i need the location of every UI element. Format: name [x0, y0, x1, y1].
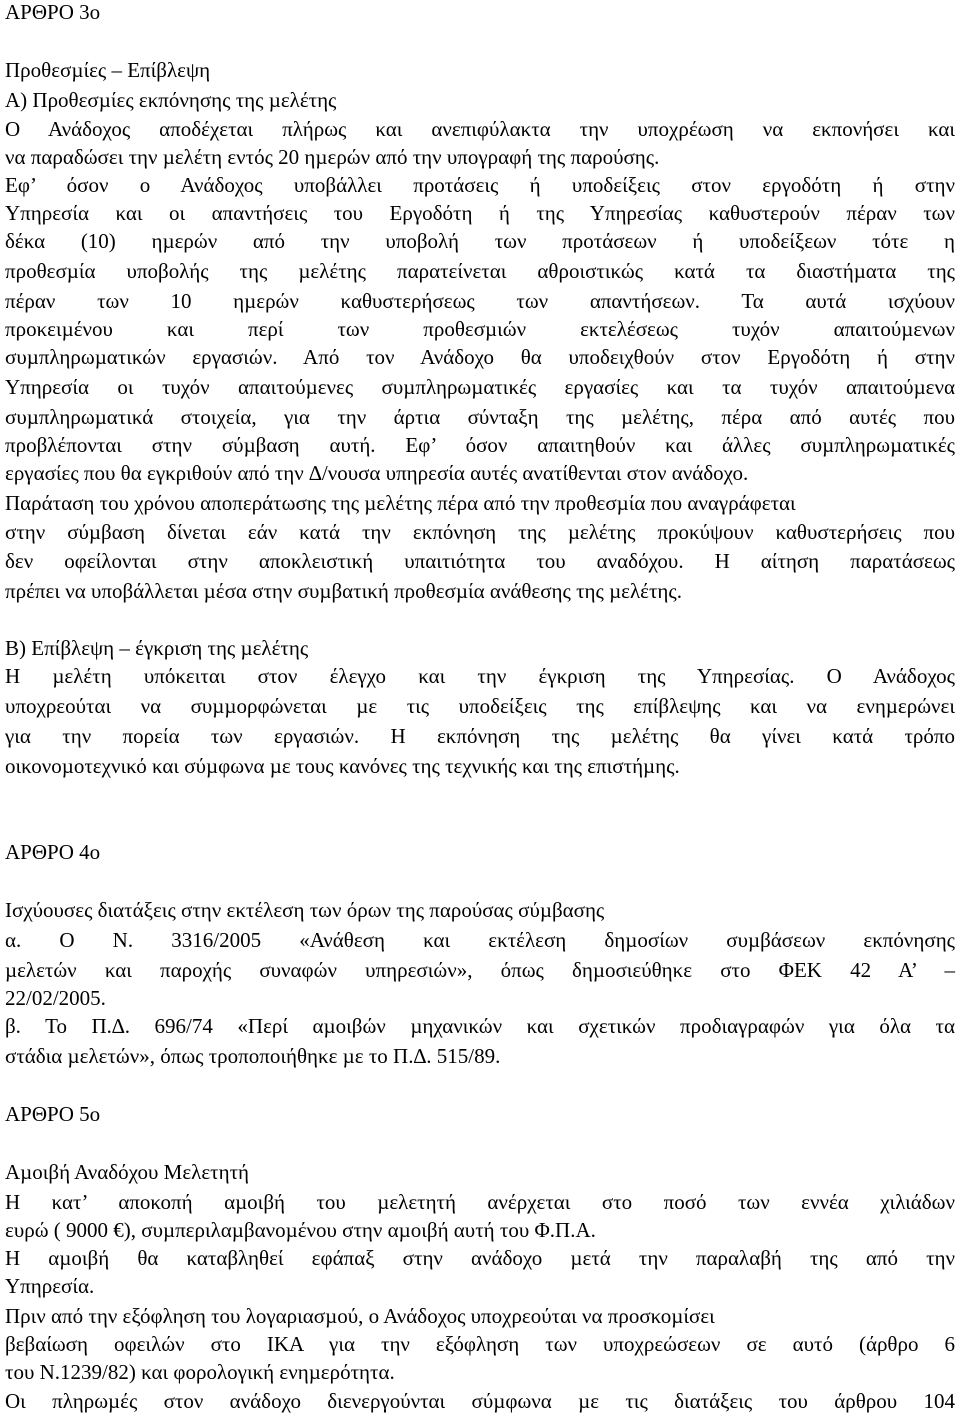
article-5-subtitle: Αµοιβή Αναδόχου Μελετητή: [5, 1160, 250, 1184]
paragraph-line: Η κατ’ αποκοπή αµοιβή του µελετητή ανέρχεται στο ποσό των εννέα χιλιάδων: [5, 1190, 955, 1214]
paragraph-line: ευρώ ( 9000 €), συµπεριλαµβανοµένου στην αµοιβή αυτή του Φ.Π.Α.: [5, 1218, 596, 1242]
section-b-title: Β) Επίβλεψη – έγκριση της µελέτης: [5, 636, 309, 660]
article-3-subtitle: Προθεσµίες – Επίβλεψη: [5, 58, 211, 82]
paragraph-line: υποχρεούται να συµµορφώνεται µε τις υποδείξεις της επίβλεψης και να ενηµερώνει: [5, 694, 955, 718]
paragraph-line: να παραδώσει την µελέτη εντός 20 ηµερών από την υπογραφή της παρούσης.: [5, 145, 660, 169]
paragraph-line: Εφ’ όσον ο Ανάδοχος υποβάλλει προτάσεις ή υποδείξεις στον εργοδότη ή στην: [5, 173, 955, 197]
paragraph-line: προβλέπονται στην σύµβαση αυτή. Εφ’ όσον απαιτηθούν και άλλες συµπληρωµατικές: [5, 433, 955, 457]
section-a-title: Α) Προθεσµίες εκπόνησης της µελέτης: [5, 88, 337, 112]
paragraph-line: στην σύµβαση δίνεται εάν κατά την εκπόνηση της µελέτης προκύψουν καθυστερήσεις που: [5, 520, 955, 544]
list-item: β. Το Π.∆. 696/74 «Περί αµοιβών µηχανικών και σχετικών προδιαγραφών για όλα τα: [5, 1014, 955, 1038]
paragraph-line: Υπηρεσία οι τυχόν απαιτούµενες συµπληρωµατικές εργασίες και τα τυχόν απαιτούµενα: [5, 375, 955, 399]
paragraph-line: προθεσµία υποβολής της µελέτης παρατείνεται αθροιστικώς κατά τα διαστήµατα της: [5, 259, 955, 283]
paragraph-line: Οι πληρωµές στον ανάδοχο διενεργούνται σύµφωνα µε τις διατάξεις του άρθρου 104: [5, 1389, 955, 1413]
paragraph-line: συµπληρωµατικά στοιχεία, για την άρτια σύνταξη της µελέτης, πέρα από αυτές που: [5, 405, 955, 429]
paragraph-line: πρέπει να υποβάλλεται µέσα στην συµβατική προθεσµία ανάθεσης της µελέτης.: [5, 579, 682, 603]
article-4-heading: ΑΡΘΡΟ 4ο: [5, 840, 101, 864]
paragraph-line: βεβαίωση οφειλών στο ΙΚΑ για την εξόφληση των υποχρεώσεων σε αυτό (άρθρο 6: [5, 1332, 955, 1356]
paragraph-line: οικονοµοτεχνικό και σύµφωνα µε τους κανόνες της τεχνικής και της επιστήµης.: [5, 754, 680, 778]
paragraph-line: Παράταση του χρόνου αποπεράτωσης της µελέτης πέρα από την προθεσµία που αναγράφεται: [5, 491, 796, 515]
paragraph-line: Υπηρεσία.: [5, 1274, 95, 1298]
paragraph-line: Πριν από την εξόφληση του λογαριασµού, ο Ανάδοχος υποχρεούται να προσκοµίσει: [5, 1304, 715, 1328]
list-item: 22/02/2005.: [5, 986, 106, 1010]
paragraph-line: εργασίες που θα εγκριθούν από την ∆/νουσα υπηρεσία αυτές ανατίθενται στον ανάδοχο.: [5, 461, 749, 485]
article-4-subtitle: Ισχύουσες διατάξεις στην εκτέλεση των όρων της παρούσας σύµβασης: [5, 898, 605, 922]
paragraph-line: δέκα (10) ηµερών από την υποβολή των προτάσεων ή υποδείξεων τότε η: [5, 229, 955, 253]
paragraph-line: συµπληρωµατικών εργασιών. Από τον Ανάδοχο θα υποδειχθούν στον Εργοδότη ή στην: [5, 345, 955, 369]
paragraph-line: πέραν των 10 ηµερών καθυστερήσεως των απαντήσεων. Τα αυτά ισχύουν: [5, 289, 955, 313]
paragraph-line: για την πορεία των εργασιών. Η εκπόνηση της µελέτης θα γίνει κατά τρόπο: [5, 724, 955, 748]
paragraph-line: του Ν.1239/82) και φορολογική ενηµερότητα.: [5, 1360, 395, 1384]
article-5-heading: ΑΡΘΡΟ 5ο: [5, 1102, 101, 1126]
paragraph-line: Ο Ανάδοχος αποδέχεται πλήρως και ανεπιφύλακτα την υποχρέωση να εκπονήσει και: [5, 117, 955, 141]
list-item: α. Ο Ν. 3316/2005 «Ανάθεση και εκτέλεση δηµοσίων συµβάσεων εκπόνησης: [5, 928, 955, 952]
paragraph-line: δεν οφείλονται στην αποκλειστική υπαιτιότητα του αναδόχου. Η αίτηση παρατάσεως: [5, 549, 955, 573]
article-3-heading: ΑΡΘΡΟ 3ο: [5, 0, 101, 24]
list-item: µελετών και παροχής συναφών υπηρεσιών», όπως δηµοσιεύθηκε στο ΦΕΚ 42 Α’ –: [5, 958, 955, 982]
paragraph-line: Υπηρεσία και οι απαντήσεις του Εργοδότη ή της Υπηρεσίας καθυστερούν πέραν των: [5, 201, 955, 225]
paragraph-line: Η αµοιβή θα καταβληθεί εφάπαξ στην ανάδοχο µετά την παραλαβή της από την: [5, 1246, 955, 1270]
paragraph-line: προκειµένου και περί των προθεσµιών εκτελέσεως τυχόν απαιτούµενων: [5, 317, 955, 341]
list-item: στάδια µελετών», όπως τροποποιήθηκε µε το Π.∆. 515/89.: [5, 1044, 501, 1068]
paragraph-line: Η µελέτη υπόκειται στον έλεγχο και την έγκριση της Υπηρεσίας. Ο Ανάδοχος: [5, 664, 955, 688]
